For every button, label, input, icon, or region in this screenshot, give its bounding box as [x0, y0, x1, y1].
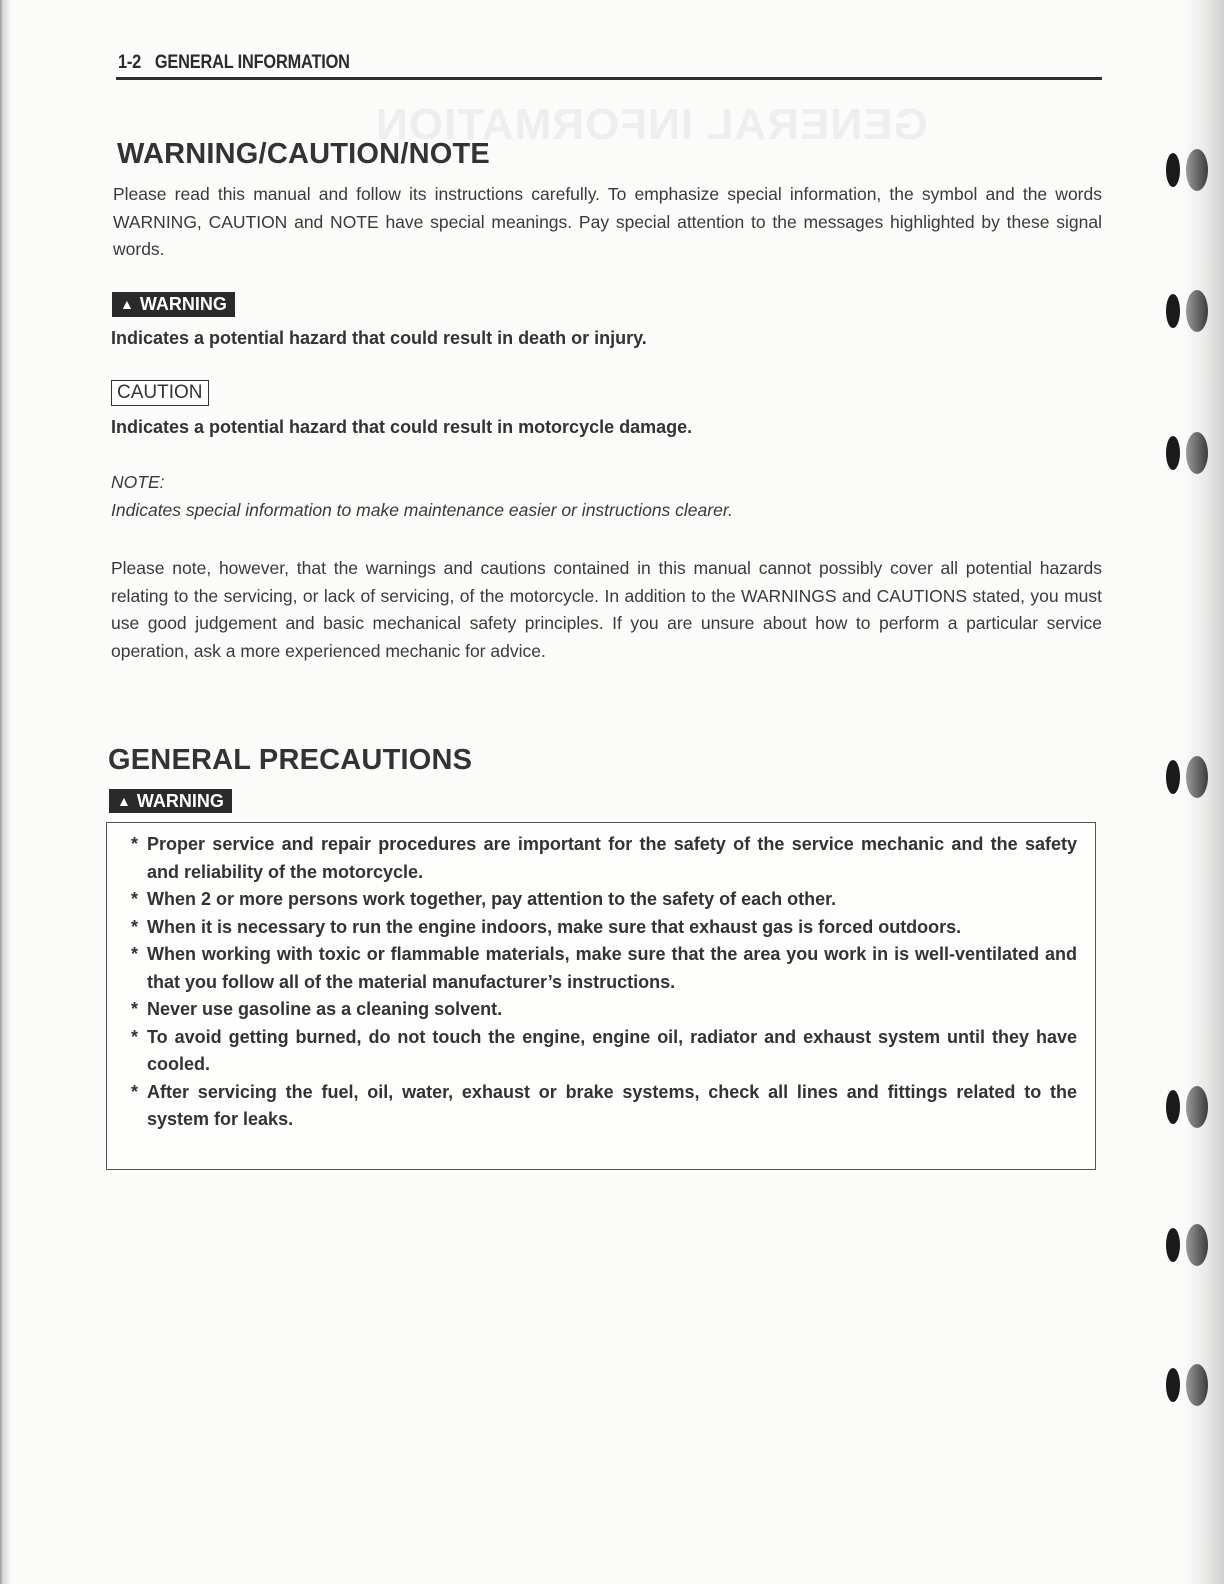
scan-left-edge [0, 0, 10, 1584]
binder-hole [1166, 294, 1180, 328]
page-number: 1-2 [118, 52, 142, 73]
list-item: * When 2 or more persons work together, pay attention to the safety of each other. [131, 886, 1077, 914]
bleed-through-text: GENERAL INFORMATION [375, 100, 928, 149]
note-label: NOTE: [111, 472, 165, 492]
asterisk-bullet: * [131, 1081, 139, 1102]
warning-triangle-icon: ▲ [117, 793, 131, 809]
section-title: GENERAL INFORMATION [154, 52, 350, 73]
warning-label: WARNING [136, 791, 224, 811]
warning-badge [112, 292, 235, 317]
intro-paragraph: Please read this manual and follow its instructions carefully. To emphasize special information, the symbol and the words WARNING, CAUTION and NOTE have special meanings. Pay special attention to the messages highlighted by these signal words. [113, 184, 1102, 259]
running-header [118, 52, 350, 74]
precautions-warning-badge [109, 789, 232, 813]
asterisk-bullet: * [131, 999, 139, 1019]
precautions-warning-box [106, 822, 1096, 1170]
caution-definition: Indicates a potential hazard that could result in motorcycle damage. [111, 417, 693, 437]
warning-definition: Indicates a potential hazard that could result in death or injury. [111, 328, 647, 348]
binder-hole [1166, 153, 1180, 187]
warning-label: WARNING [139, 294, 227, 314]
list-item: * Never use gasoline as a cleaning solvent. [131, 996, 1077, 1024]
warning-triangle-icon: ▲ [120, 296, 134, 312]
binder-hole [1166, 1228, 1180, 1262]
list-item: * When it is necessary to run the engine indoors, make sure that exhaust gas is forced outdoors. [131, 914, 1077, 942]
precautions-list [131, 831, 1077, 1134]
note-definition: Indicates special information to make maintenance easier or instructions clearer. [111, 500, 733, 520]
general-precautions-heading: GENERAL PRECAUTIONS [108, 744, 473, 776]
list-item: * When working with toxic or flammable materials, make sure that the area you work in is well-ventilated and that you follow all of the material manufacturer’s instructions. [131, 941, 1077, 996]
binder-hole [1166, 760, 1180, 794]
header-rule [116, 77, 1102, 80]
binder-hole [1166, 436, 1180, 470]
list-item: * To avoid getting burned, do not touch the engine, engine oil, radiator and exhaust system until they have cooled. [131, 1024, 1077, 1079]
list-item: * After servicing the fuel, oil, water, exhaust or brake systems, check all lines and fittings related to the system for leaks. [131, 1079, 1077, 1134]
asterisk-bullet: * [131, 834, 139, 854]
binder-hole [1166, 1368, 1180, 1402]
asterisk-bullet: * [131, 889, 139, 909]
asterisk-bullet: * [131, 916, 139, 937]
caution-badge: CAUTION [111, 380, 209, 406]
list-item: * Proper service and repair procedures are important for the safety of the service mechanic and the safety and reliability of the motorcycle. [131, 831, 1077, 886]
asterisk-bullet: * [131, 944, 139, 964]
warning-caution-note-heading: WARNING/CAUTION/NOTE [117, 138, 490, 170]
asterisk-bullet: * [131, 1026, 139, 1047]
disclaimer-paragraph: Please note, however, that the warnings and cautions contained in this manual cannot possibly cover all potential hazards relating to the servicing, or lack of servicing, of the motorcycle. In addition to the WARNINGS and CAUTIONS stated, you must use good judgement and basic mechanical safety principles. If you are unsure about how to perform a particular service operation, ask a more experienced mechanic for advice. [111, 558, 1102, 661]
binder-hole [1166, 1090, 1180, 1124]
